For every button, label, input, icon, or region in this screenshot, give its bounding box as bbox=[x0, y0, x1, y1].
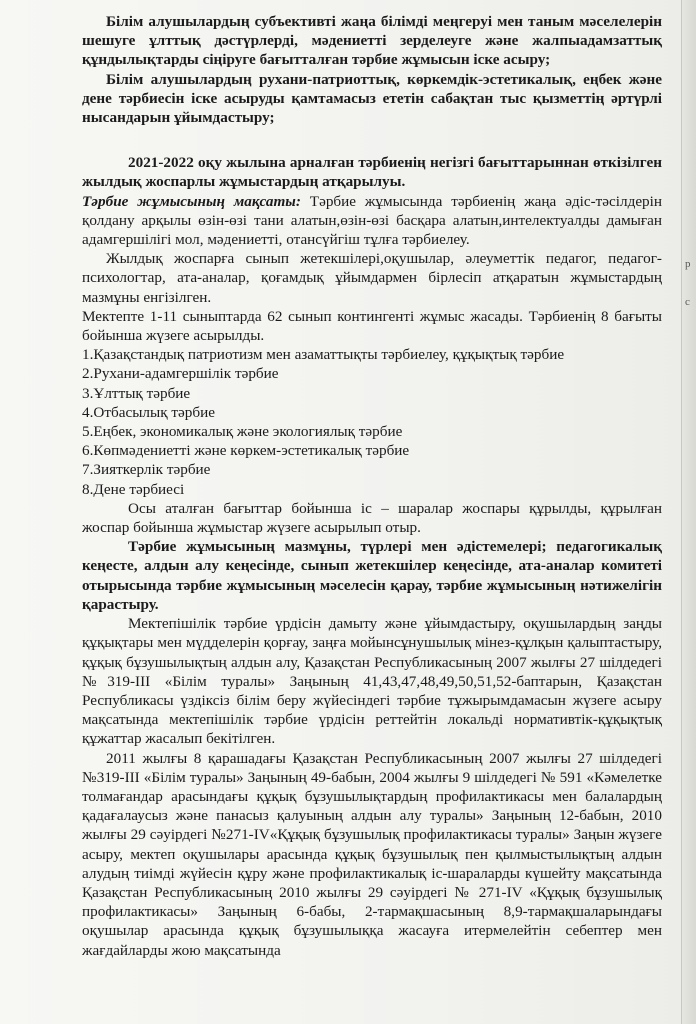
goal-text: Тәрбие жұмысында тәрбиенің жаңа әдіс-тәсілдерін қолдану арқылы өзін-өзі тани алатын,өзін-өзі басқара алатын,интелектуалды дамыған адамгершілігі мол, мәдениетті, отансүйгіш тұлға тәрбиелеу. bbox=[82, 192, 663, 249]
document-body bbox=[82, 12, 662, 960]
list-item: 2.Рухани-адамгершілік тәрбие bbox=[82, 365, 279, 383]
intro-bold-paragraph-1: Білім алушылардың субъективті жаңа білімді меңгеруі мен таным мәселелерін шешуге ұлттық дәстүрлерді, мәдениетті зерделеуге және жалпыадамзаттық құндылықтарды сіңіруге бағытталған тәрбие жұмысын іске асыру; bbox=[82, 13, 662, 69]
law-paragraph-1: Мектепішілік тәрбие үрдісін дамыту және ұйымдастыру, оқушылардың заңды құқықтары мен мүдделерін қорғау, заңға мойынсұнушылық мінез-құлқын қалыптастыру, құқық бұзушылықтың алдын алу, Қазақстан Республикасының 2007 жылғы 27 шілдедегі №319-ІІІ «Білім туралы» Заңының 41,43,47,48,49,50,51,52-баптарын, Қазақстан Республикасы үздіксіз білім беру жүйесіндегі тәрбие тұжырымдамасын жүзеге асыру мақсатында мектепішілік тәрбие үрдісін реттейтін локальді нормативтік-құқықтық құжаттар жасалып бекітілген. bbox=[82, 615, 662, 748]
list-item: 6.Көпмәдениетті және көркем-эстетикалық тәрбие bbox=[82, 442, 410, 460]
plan-paragraph: Жылдық жоспарға сынып жетекшілері,оқушылар, әлеуметтік педагог, педагог-психологтар, ата-аналар, қоғамдық ұйымдармен бірлесіп атқаратын жұмыстардың мазмұны енгізілген. bbox=[82, 250, 662, 306]
list-item: 8.Дене тәрбиесі bbox=[82, 480, 185, 498]
list-item: 5.Еңбек, экономикалық және экологиялық тәрбие bbox=[82, 423, 403, 441]
law-paragraph-2: 2011 жылғы 8 қарашадағы Қазақстан Республикасының 2007 жылғы 27 шілдедегі №319-ІІІ «Білім туралы» Заңының 49-бабын, 2004 жылғы 9 шілдедегі № 591 «Кәмелетке толмағандар арасындағы құқық бұзушылықтардың профилактикасы мен балалардың қадағалаусыз және панасыз қалуының алдын алу туралы» Заңының 12-бабын, 2010 жылғы 29 сәуірдегі №271-IV«Құқық бұзушылық профилактикасы туралы» Заңын жүзеге асыру, мектеп оқушылары арасында құқық бұзушылық пен қылмыстылықтың алдын алудың тиімді жүйесін құру және профилактикалық іс-шараларды күшейту мақсатында Қазақстан Республикасының 2010 жылғы 29 сәуірдегі № 271-IV «Құқық бұзушылық профилактикасы» Заңының 6-бабы, 2-тармақшасының 8,9-тармақшаларындағы оқушылар арасында құқық бұзушылыққа жасауға итермелейтін себептер мен жағдайларды жою мақсатында bbox=[82, 749, 662, 959]
list-item: 1.Қазақстандық патриотизм мен азаматтықты тәрбиелеу, құқықтық тәрбие bbox=[82, 346, 565, 364]
events-paragraph: Осы аталған бағыттар бойынша іс – шаралар жоспары құрылды, құрылған жоспар бойынша жұмыстар жүзеге асырылып отыр. bbox=[82, 499, 662, 537]
list-item: 4.Отбасылық тәрбие bbox=[82, 403, 215, 421]
content-methods-paragraph: Тәрбие жұмысының мазмұны, түрлері мен әдістемелері; педагогикалық кеңесте, алдын алу кеңесінде, сынып жетекшілер кеңесінде, ата-аналар комитеті отырысында тәрбие жұмысының мәселесін қарау, тәрбие жұмысының нәтижелігін қарастыру. bbox=[82, 538, 662, 613]
intro-bold-paragraph-2: Білім алушылардың рухани-патриоттық, көркемдік-эстетикалық, еңбек және дене тәрбиесін іске асыруды қамтамасыз ететін сабақтан тыс қызметтің әртүрлі нысандарын ұйымдастыру; bbox=[82, 70, 662, 127]
adjacent-page-edge: р с bbox=[681, 0, 696, 1024]
list-item: 3.Ұлттық тәрбие bbox=[82, 384, 191, 402]
directions-list bbox=[82, 345, 662, 499]
goal-label: Тәрбие жұмысының мақсаты: bbox=[82, 192, 301, 210]
section-title: 2021-2022 оқу жылына арналған тәрбиенің негізгі бағыттарыннан өткізілген жылдық жоспарлы жұмыстардың атқарылуы. bbox=[82, 154, 662, 191]
list-item: 7.Зияткерлік тәрбие bbox=[82, 461, 211, 479]
goal-paragraph bbox=[82, 192, 662, 250]
school-paragraph: Мектепте 1-11 сыныптарда 62 сынып контингенті жұмыс жасады. Тәрбиенің 8 бағыты бойынша жүзеге асырылды. bbox=[82, 307, 662, 345]
